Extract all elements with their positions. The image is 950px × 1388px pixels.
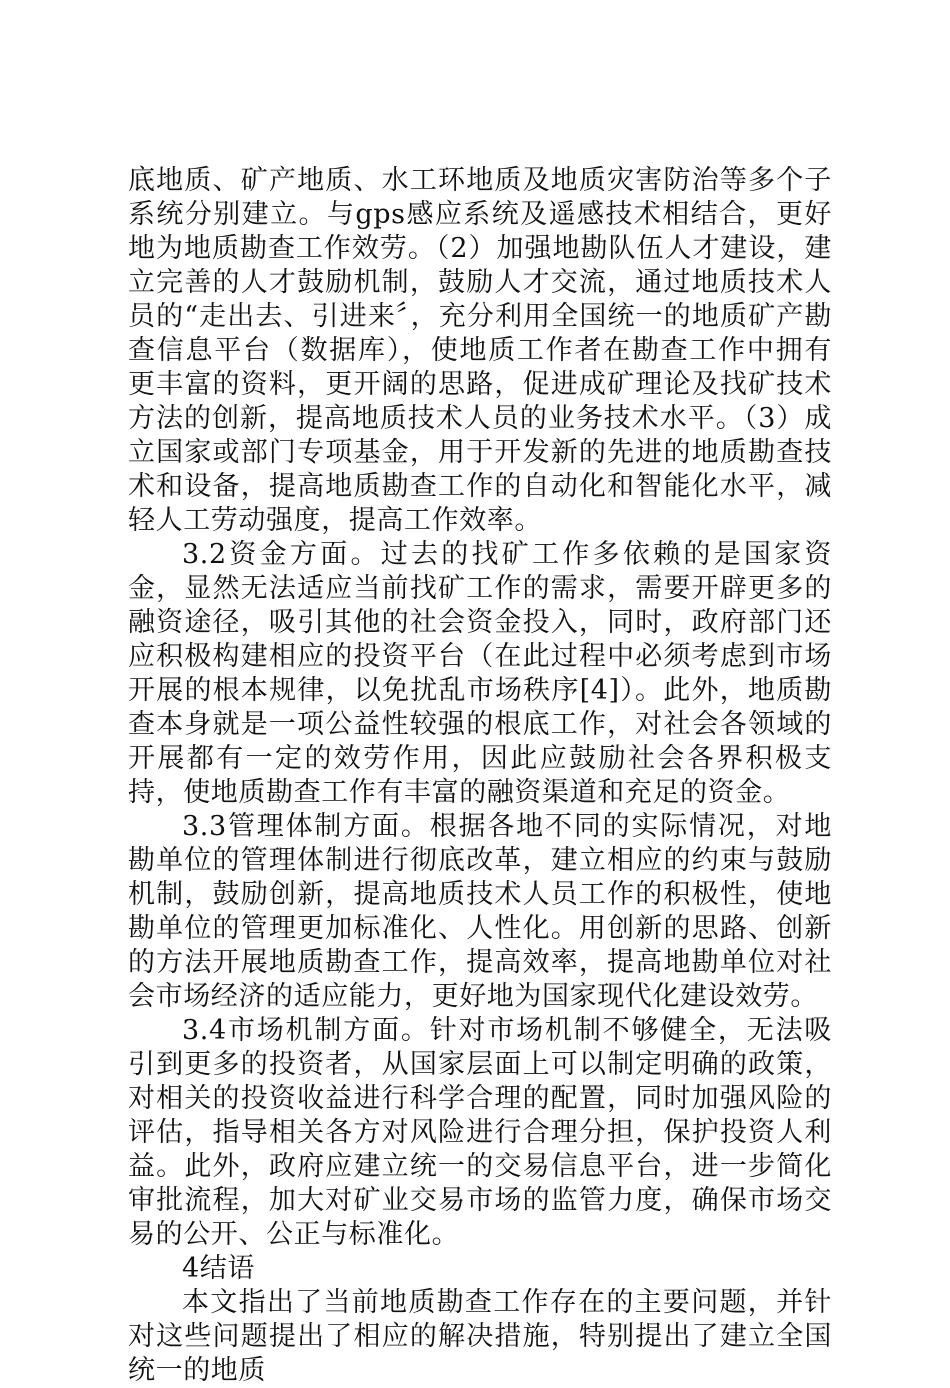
paragraph-section-3-3-management: 3.3管理体制方面。根据各地不同的实际情况，对地勘单位的管理体制进行彻底改革，建立相应的约束与鼓励机制，鼓励创新，提高地质技术人员工作的积极性，使地勘单位的管理更加标准化、人性化。用创新的思路、创新的方法开展地质勘查工作，提高效率，提高地勘单位对社会市场经济的适应能力，更好地为国家现代化建设效劳。 bbox=[128, 811, 832, 1012]
paragraph-section-3-2-funding: 3.2资金方面。过去的找矿工作多依赖的是国家资金，显然无法适应当前找矿工作的需求，需要开辟更多的融资途径，吸引其他的社会资金投入，同时，政府部门还应积极构建相应的投资平台（在此过程中必须考虑到市场开展的根本规律，以免扰乱市场秩序[4]）。此外，地质勘查本身就是一项公益性较强的根底工作，对社会各领域的开展都有一定的效劳作用，因此应鼓励社会各界积极支持，使地质勘查工作有丰富的融资渠道和充足的资金。 bbox=[128, 539, 832, 808]
paragraph-conclusion: 本文指出了当前地质勘查工作存在的主要问题，并针对这些问题提出了相应的解决措施，特别提出了建立全国统一的地质 bbox=[128, 1287, 832, 1386]
section-heading-conclusion: 4结语 bbox=[182, 1253, 255, 1284]
paragraph-continued: 底地质、矿产地质、水工环地质及地质灾害防治等多个子系统分别建立。与gps感应系统及遥感技术相结合，更好地为地质勘查工作效劳。（2）加强地勘队伍人才建设，建立完善的人才鼓励机制，鼓励人才交流，通过地质技术人员的“走出去、引进来〞，充分利用全国统一的地质矿产勘查信息平台（数据库），使地质工作者在勘查工作中拥有更丰富的资料，更开阔的思路，促进成矿理论及找矿技术方法的创新，提高地质技术人员的业务技术水平。（3）成立国家或部门专项基金，用于开发新的先进的地质勘查技术和设备，提高地质勘查工作的自动化和智能化水平，减轻人工劳动强度，提高工作效率。 bbox=[128, 165, 832, 536]
document-body bbox=[128, 164, 832, 1388]
paragraph-section-3-4-market: 3.4市场机制方面。针对市场机制不够健全，无法吸引到更多的投资者，从国家层面上可以制定明确的政策，对相关的投资收益进行科学合理的配置，同时加强风险的评估，指导相关各方对风险进行合理分担，保护投资人利益。此外，政府应建立统一的交易信息平台，进一步简化审批流程，加大对矿业交易市场的监管力度，确保市场交易的公开、公正与标准化。 bbox=[128, 1015, 832, 1250]
